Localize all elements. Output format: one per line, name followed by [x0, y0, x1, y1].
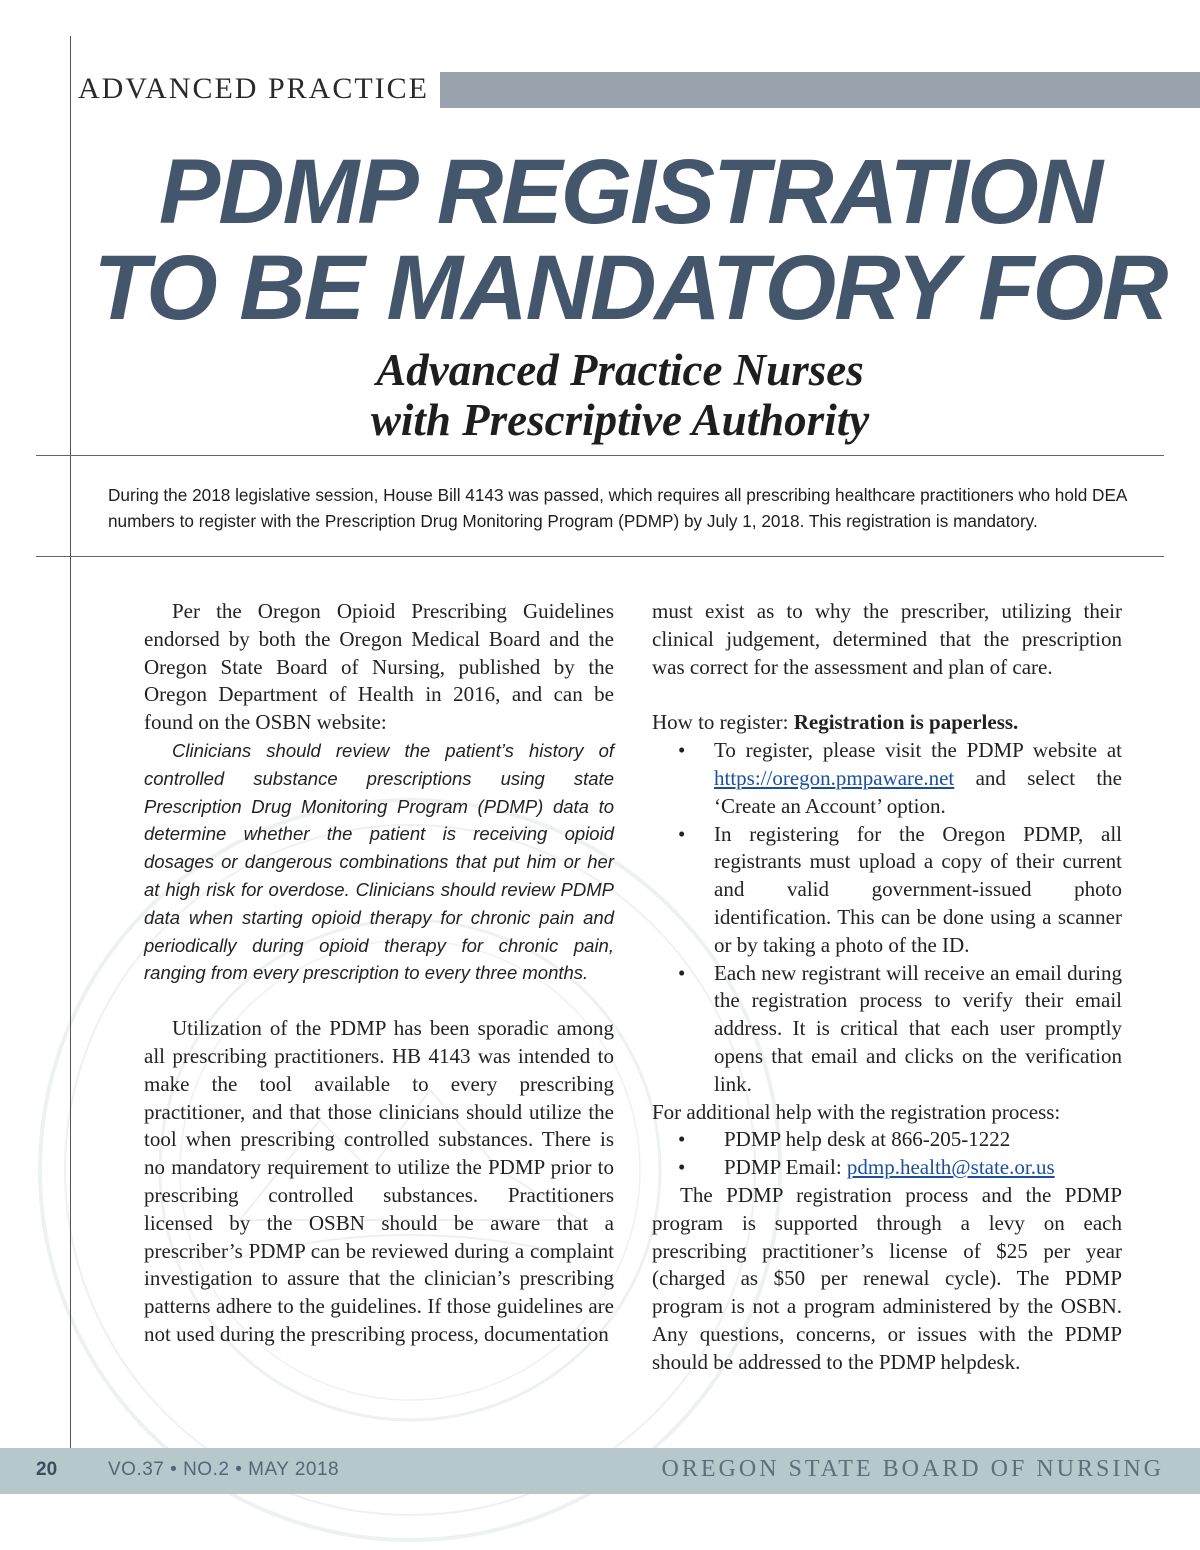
step-1-text-post: and select the ‘Create an Account’ option.: [714, 765, 1122, 818]
right-column: [652, 598, 1122, 1377]
left-margin-rule: [70, 36, 71, 1454]
pdmp-website-link[interactable]: https://oregon.pmpaware.net: [714, 765, 955, 790]
headline-line-2: TO BE MANDATORY FOR: [93, 237, 1167, 339]
paperless-note: Registration is paperless.: [793, 710, 1019, 735]
list-item: [652, 737, 1122, 820]
utilization-paragraph: Utilization of the PDMP has been sporadic among all prescribing practitioners. HB 4143 was intended to make the tool available to every prescribing practitioner, and that those clinicians should utilize the tool when prescribing controlled substances. There is no mandatory requirement to utilize the PDMP prior to prescribing controlled substances. Practitioners licensed by the OSBN should be aware that a prescriber’s PDMP can be reviewed during a complaint investigation to assure that the clinician’s prescribing patterns adhere to the guidelines. If those guidelines are not used during the prescribing process, documentation: [144, 1016, 614, 1346]
list-item: • PDMP help desk at 866-205-1222: [652, 1126, 1122, 1154]
step-1-text-pre: To register, please visit the PDMP website at: [714, 738, 1122, 763]
page-number: 20: [36, 1459, 58, 1480]
how-to-register: [652, 709, 1122, 737]
paragraph-gap: [144, 987, 614, 1015]
intro-bottom-rule: [36, 556, 1164, 557]
intro-top-rule: [36, 455, 1164, 456]
section-header-bar: [440, 72, 1200, 108]
additional-help-heading: For additional help with the registration process:: [652, 1099, 1061, 1124]
list-item: • In registering for the Oregon PDMP, all registrants must upload a copy of their current and valid government-issued photo identification. This can be done using a scanner or by taking a photo of the ID.: [652, 821, 1122, 960]
subheadline-line-2: with Prescriptive Authority: [370, 395, 870, 445]
levy-paragraph: The PDMP registration process and the PDMP program is supported through a levy on each prescribing practitioner’s license of $25 per year (charged as $50 per renewal cycle). The PDMP program is not a program administered by the OSBN. Any questions, concerns, or issues with the PDMP should be addressed to the PDMP helpdesk.: [652, 1182, 1122, 1374]
intro-paragraph: During the 2018 legislative session, House Bill 4143 was passed, which requires all prescribing healthcare practitioners who hold DEA numbers to register with the Prescription Drug Monitoring Program (PDMP) by July 1, 2018. This registration is mandatory.: [108, 485, 1127, 531]
registration-steps: [652, 737, 1122, 1098]
paragraph-gap: [652, 681, 1122, 709]
pdmp-email-label: PDMP Email:: [724, 1155, 847, 1180]
organization-name: OREGON STATE BOARD OF NURSING: [661, 1456, 1164, 1482]
section-label: ADVANCED PRACTICE: [78, 72, 429, 105]
left-column: [144, 598, 614, 1349]
continuation-paragraph: must exist as to why the prescriber, utilizing their clinical judgement, determined that the prescription was correct for the assessment and plan of care.: [652, 599, 1122, 679]
list-item: • Each new registrant will receive an email during the registration process to verify their email address. It is critical that each user promptly opens that email and clicks on the verification link.: [652, 960, 1122, 1099]
guidelines-paragraph: Per the Oregon Opioid Prescribing Guidelines endorsed by both the Oregon Medical Board and the Oregon State Board of Nursing, published by the Oregon Department of Health in 2016, and can be found on the OSBN website:: [144, 599, 614, 735]
guidelines-quote: Clinicians should review the patient’s history of controlled substance prescriptions using state Prescription Drug Monitoring Program (PDMP) data to determine whether the patient is receiving opioid dosages or dangerous combinations that put him or her at high risk for overdose. Clinicians should review PDMP data when starting opioid therapy for chronic pain and periodically during opioid therapy for chronic pain, ranging from every prescription to every three months.: [144, 739, 614, 984]
subheadline-line-1: Advanced Practice Nurses: [376, 345, 864, 395]
subheadline: [200, 345, 1040, 445]
help-contacts: [652, 1126, 1122, 1182]
how-to-register-prefix: How to register:: [652, 710, 794, 735]
issue-info: VO.37 • NO.2 • MAY 2018: [108, 1459, 340, 1480]
pdmp-email-link[interactable]: pdmp.health@state.or.us: [846, 1155, 1055, 1180]
headline-line-1: PDMP REGISTRATION: [158, 141, 1102, 243]
list-item: [652, 1154, 1122, 1182]
